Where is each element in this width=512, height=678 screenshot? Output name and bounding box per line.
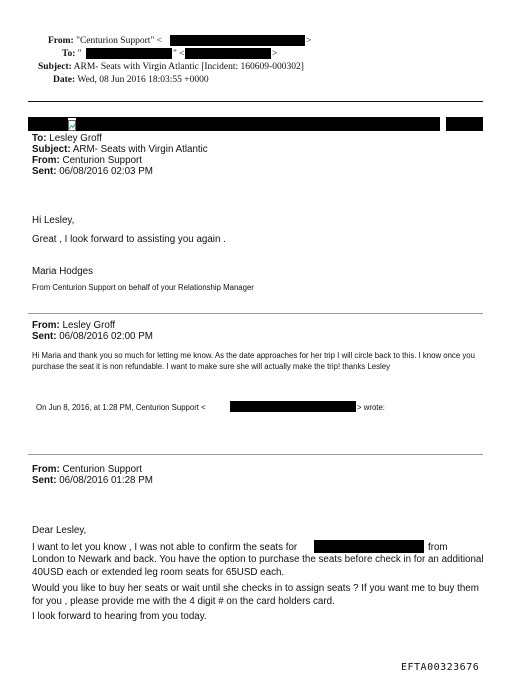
msg1-sent-row <box>32 166 153 177</box>
header-date-value: Wed, 08 Jun 2016 18:03:55 +0000 <box>77 75 209 85</box>
redaction-block <box>230 401 356 412</box>
msg2-quote-prefix: On Jun 8, 2016, at 1:28 PM, Centurion Support < <box>36 403 206 412</box>
msg2-sent-row <box>32 331 153 342</box>
msg-divider <box>28 313 483 314</box>
header-to-value: " <box>77 49 82 59</box>
header-date-label: Date: <box>53 75 76 85</box>
header-from-close: > <box>306 36 312 46</box>
header-subject-row <box>38 62 304 72</box>
header-date-row <box>53 75 209 85</box>
header-from-row <box>48 36 162 46</box>
header-subject-label: Subject: <box>38 62 72 72</box>
redaction-bar <box>28 117 440 131</box>
msg1-body: Great , I look forward to assisting you again . <box>32 234 226 245</box>
document-id: EFTA00323676 <box>401 662 480 673</box>
msg3-p3: I look forward to hearing from you today. <box>32 611 207 622</box>
msg3-from-label: From: <box>32 464 60 475</box>
msg2-sent-value: 06/08/2016 02:00 PM <box>59 331 153 342</box>
redaction-block <box>314 540 424 553</box>
header-to-label: To: <box>62 49 76 59</box>
msg2-from-row <box>32 320 115 331</box>
msg2-from-value: Lesley Groff <box>62 320 116 331</box>
msg1-signature-name: Maria Hodges <box>32 266 93 277</box>
header-to-close: > <box>272 49 278 59</box>
msg3-p2: Would you like to buy her seats or wait until she checks in to assign seats ? If you want me to buy them for you , please provide me with the 4 digit # on the card holders card. <box>32 583 479 607</box>
msg1-to-row <box>32 133 102 144</box>
msg1-subject-value: ARM- Seats with Virgin Atlantic <box>72 144 208 155</box>
msg3-p1-start: I want to let you know , I was not able to confirm the seats for <box>32 542 298 553</box>
msg2-from-label: From: <box>32 320 60 331</box>
header-from-label: From: <box>48 36 74 46</box>
msg2-body: Hi Maria and thank you so much for letting me know. As the date approaches for her trip I will circle back to this. I know once you purchase the seat it is non refundable. I want to make sure she will actually make the trip! thanks Lesley <box>32 351 475 371</box>
msg1-to-value: Lesley Groff <box>49 133 102 144</box>
msg3-sent-value: 06/08/2016 01:28 PM <box>59 475 153 486</box>
msg1-from-row <box>32 155 142 166</box>
msg1-subject-row <box>32 144 208 155</box>
redaction-block <box>86 48 172 59</box>
msg3-sent-label: Sent: <box>32 475 57 486</box>
msg1-sent-label: Sent: <box>32 166 57 177</box>
msg3-from-row <box>32 464 142 475</box>
msg3-p1-from: from <box>428 542 448 553</box>
msg1-signature-line: From Centurion Support on behalf of your Relationship Manager <box>32 283 254 292</box>
redaction-bar <box>446 117 483 131</box>
msg3-from-value: Centurion Support <box>62 464 143 475</box>
msg1-from-label: From: <box>32 155 60 166</box>
msg2-quote-suffix: > wrote: <box>357 403 385 412</box>
redaction-block <box>185 48 271 59</box>
header-subject-value: ARM- Seats with Virgin Atlantic [Incident: 160609-000302] <box>73 62 304 72</box>
msg1-greeting: Hi Lesley, <box>32 215 75 226</box>
msg1-to-label: To: <box>32 133 47 144</box>
msg3-greeting: Dear Lesley, <box>32 525 87 536</box>
msg3-p1-rest: London to Newark and back. You have the option to purchase the seats before check in for an additional 40USD each or extended leg room seats for 65USD each. <box>32 554 484 578</box>
header-to-row <box>62 49 82 59</box>
msg1-subject-label: Subject: <box>32 144 71 155</box>
header-to-mid: " < <box>173 49 185 59</box>
msg1-from-value: Centurion Support <box>62 155 143 166</box>
msg2-sent-label: Sent: <box>32 331 57 342</box>
msg1-sent-value: 06/08/2016 02:03 PM <box>59 166 153 177</box>
msg3-sent-row <box>32 475 153 486</box>
header-divider <box>28 101 483 102</box>
broken-image-icon <box>68 118 76 129</box>
header-from-value: "Centurion Support" < <box>76 36 163 46</box>
msg-divider <box>28 454 483 455</box>
redaction-block <box>170 35 305 46</box>
